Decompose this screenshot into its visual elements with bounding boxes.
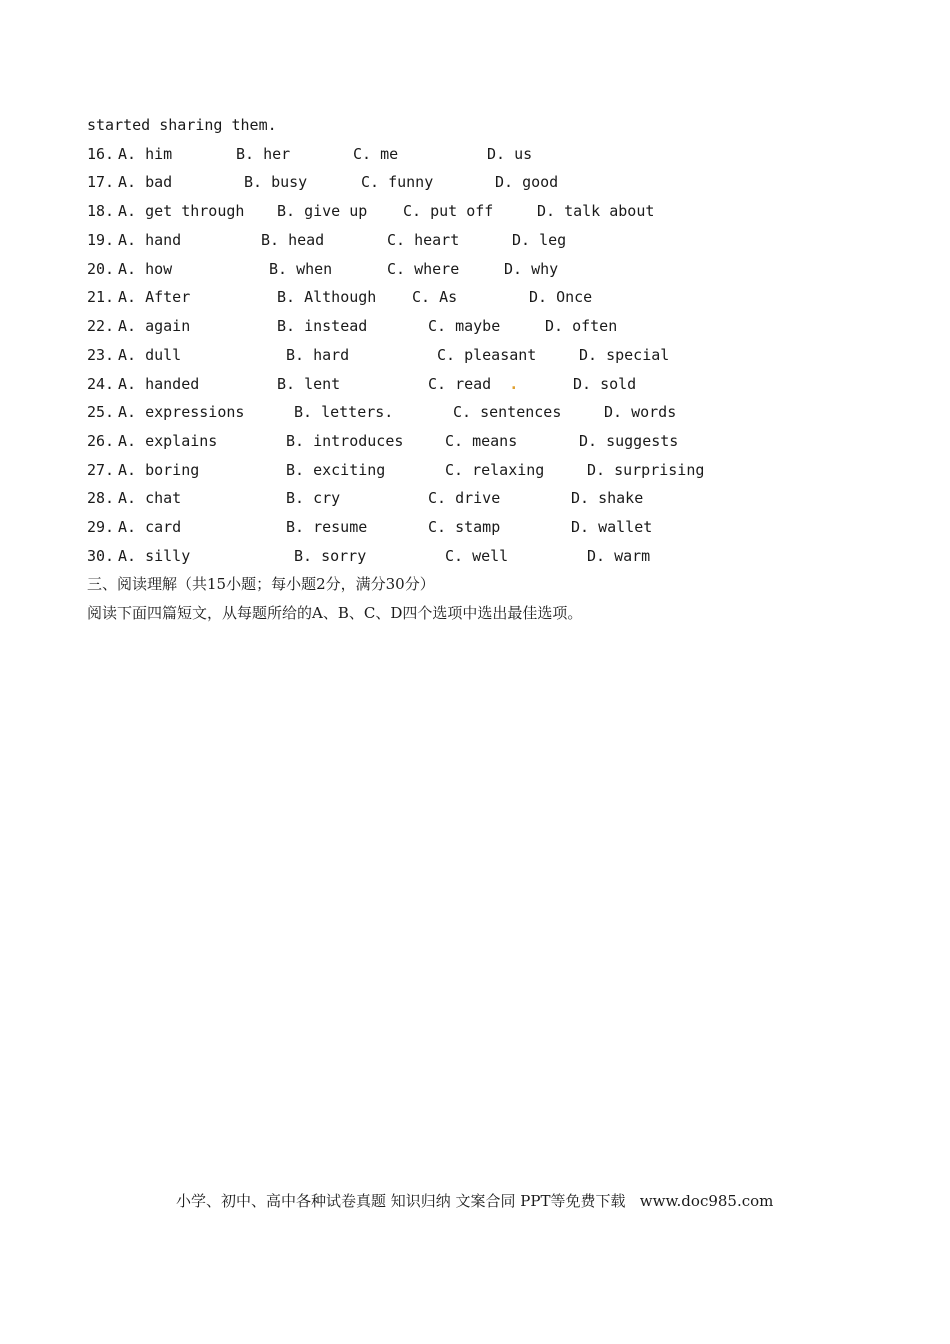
option-a: A. hand bbox=[118, 231, 182, 249]
option-b: B. resume bbox=[286, 518, 368, 536]
option-b: B. letters. bbox=[294, 403, 394, 421]
option-b: B. instead bbox=[277, 317, 368, 335]
question-number: 19. bbox=[87, 231, 115, 249]
option-b: B. give up bbox=[277, 202, 368, 220]
option-d: D. us bbox=[487, 145, 533, 163]
option-a: A. After bbox=[118, 288, 191, 306]
question-number: 27. bbox=[87, 461, 115, 479]
question-26 bbox=[87, 431, 787, 451]
stray-dot-mark: . bbox=[509, 375, 519, 393]
option-c: C. where bbox=[387, 260, 460, 278]
question-16 bbox=[87, 144, 787, 164]
question-23 bbox=[87, 345, 787, 365]
option-d: D. good bbox=[495, 173, 559, 191]
question-20 bbox=[87, 259, 787, 279]
question-17 bbox=[87, 172, 787, 192]
option-d: D. sold bbox=[573, 375, 637, 393]
option-d: D. warm bbox=[587, 547, 651, 565]
option-a: A. boring bbox=[118, 461, 200, 479]
option-d: D. Once bbox=[529, 288, 593, 306]
option-c: C. relaxing bbox=[445, 461, 545, 479]
option-a: A. again bbox=[118, 317, 191, 335]
page-footer: 小学、初中、高中各种试卷真题 知识归纳 文案合同 PPT等免费下载 www.doc985.com bbox=[176, 1192, 774, 1210]
option-c-text: C. read bbox=[428, 375, 492, 393]
option-d: D. leg bbox=[512, 231, 567, 249]
question-number: 17. bbox=[87, 173, 115, 191]
option-a: A. him bbox=[118, 145, 173, 163]
question-number: 16. bbox=[87, 145, 115, 163]
question-28 bbox=[87, 488, 787, 508]
option-d: D. often bbox=[545, 317, 618, 335]
question-22 bbox=[87, 316, 787, 336]
option-c: C. stamp bbox=[428, 518, 501, 536]
option-b: B. cry bbox=[286, 489, 341, 507]
option-c: C. put off bbox=[403, 202, 494, 220]
option-a: A. card bbox=[118, 518, 182, 536]
question-number: 25. bbox=[87, 403, 115, 421]
option-c: C. well bbox=[445, 547, 509, 565]
option-d: D. shake bbox=[571, 489, 644, 507]
option-c: C. maybe bbox=[428, 317, 501, 335]
question-29 bbox=[87, 517, 787, 537]
option-c: C. me bbox=[353, 145, 399, 163]
option-a: A. handed bbox=[118, 375, 200, 393]
question-19 bbox=[87, 230, 787, 250]
option-b: B. busy bbox=[244, 173, 308, 191]
question-30 bbox=[87, 546, 787, 566]
option-c: C. means bbox=[445, 432, 518, 450]
option-b: B. exciting bbox=[286, 461, 386, 479]
option-c: C. As bbox=[412, 288, 458, 306]
option-b: B. head bbox=[261, 231, 325, 249]
option-d: D. words bbox=[604, 403, 677, 421]
option-d: D. wallet bbox=[571, 518, 653, 536]
option-b: B. hard bbox=[286, 346, 350, 364]
question-number: 30. bbox=[87, 547, 115, 565]
question-24 bbox=[87, 374, 787, 394]
question-number: 20. bbox=[87, 260, 115, 278]
option-b: B. her bbox=[236, 145, 291, 163]
option-a: A. explains bbox=[118, 432, 218, 450]
question-number: 22. bbox=[87, 317, 115, 335]
question-number: 23. bbox=[87, 346, 115, 364]
option-a: A. dull bbox=[118, 346, 182, 364]
option-c: C. funny bbox=[361, 173, 434, 191]
option-b: B. sorry bbox=[294, 547, 367, 565]
intro-line: started sharing them. bbox=[87, 116, 277, 134]
option-c: C. sentences bbox=[453, 403, 562, 421]
option-d: D. talk about bbox=[537, 202, 655, 220]
question-18 bbox=[87, 201, 787, 221]
option-c: C. drive bbox=[428, 489, 501, 507]
question-number: 26. bbox=[87, 432, 115, 450]
question-27 bbox=[87, 460, 787, 480]
option-a: A. silly bbox=[118, 547, 191, 565]
option-b: B. introduces bbox=[286, 432, 404, 450]
option-a: A. bad bbox=[118, 173, 173, 191]
option-a: A. get through bbox=[118, 202, 245, 220]
option-d: D. why bbox=[504, 260, 559, 278]
section-instruction: 阅读下面四篇短文，从每题所给的A、B、C、D四个选项中选出最佳选项。 bbox=[87, 604, 583, 622]
option-c: C. pleasant bbox=[437, 346, 537, 364]
section-heading: 三、阅读理解（共15小题；每小题2分，满分30分） bbox=[87, 575, 435, 593]
option-a: A. how bbox=[118, 260, 173, 278]
option-d: D. special bbox=[579, 346, 670, 364]
option-d: D. suggests bbox=[579, 432, 679, 450]
option-b: B. when bbox=[269, 260, 333, 278]
question-number: 21. bbox=[87, 288, 115, 306]
option-a: A. chat bbox=[118, 489, 182, 507]
question-number: 29. bbox=[87, 518, 115, 536]
question-number: 18. bbox=[87, 202, 115, 220]
option-a: A. expressions bbox=[118, 403, 245, 421]
option-b: B. lent bbox=[277, 375, 341, 393]
option-c: C. heart bbox=[387, 231, 460, 249]
option-d: D. surprising bbox=[587, 461, 705, 479]
question-number: 28. bbox=[87, 489, 115, 507]
question-21 bbox=[87, 287, 787, 307]
option-c bbox=[428, 374, 518, 394]
question-number: 24. bbox=[87, 375, 115, 393]
question-25 bbox=[87, 402, 787, 422]
option-b: B. Although bbox=[277, 288, 377, 306]
